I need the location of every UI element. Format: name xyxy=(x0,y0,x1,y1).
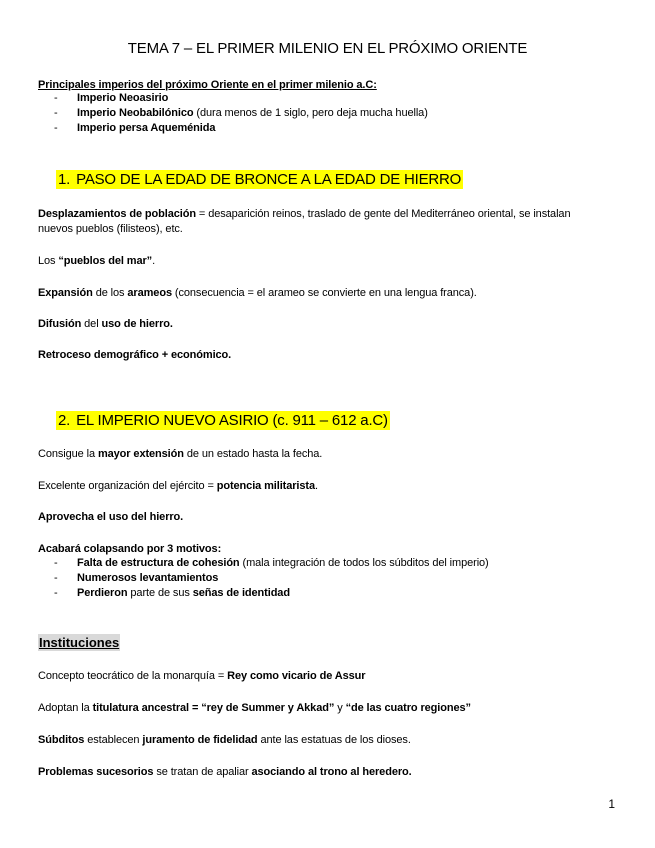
reasons-list xyxy=(54,556,489,601)
paragraph: Desplazamientos de población = desaparición reinos, traslado de gente del Mediterráneo oriental, se instalan xyxy=(38,208,571,220)
list-item: - Perdieron parte de sus señas de identidad xyxy=(54,586,489,601)
paragraph: Los “pueblos del mar”. xyxy=(38,255,156,267)
intro-heading: Principales imperios del próximo Oriente en el primer milenio a.C: xyxy=(38,79,377,91)
empires-list xyxy=(54,91,428,136)
paragraph: Acabará colapsando por 3 motivos: xyxy=(38,543,222,555)
list-item: - Falta de estructura de cohesión (mala integración de todos los súbditos del imperio) xyxy=(54,556,489,571)
list-item: - Imperio Neobabilónico (dura menos de 1 siglo, pero deja mucha huella) xyxy=(54,106,428,121)
page-title: TEMA 7 – EL PRIMER MILENIO EN EL PRÓXIMO ORIENTE xyxy=(127,40,528,57)
list-item: - Numerosos levantamientos xyxy=(54,571,489,586)
paragraph: Problemas sucesorios se tratan de apaliar asociando al trono al heredero. xyxy=(38,766,412,778)
paragraph: Aprovecha el uso del hierro. xyxy=(38,511,184,523)
paragraph: Expansión de los arameos (consecuencia = el arameo se convierte en una lengua franca). xyxy=(38,287,477,299)
paragraph: nuevos pueblos (filisteos), etc. xyxy=(38,223,183,235)
paragraph: Concepto teocrático de la monarquía = Rey como vicario de Assur xyxy=(38,670,366,682)
paragraph: Adoptan la titulatura ancestral = “rey de Summer y Akkad” y “de las cuatro regiones” xyxy=(38,702,471,714)
paragraph: Difusión del uso de hierro. xyxy=(38,318,173,330)
institutions-heading: Instituciones xyxy=(39,635,120,650)
paragraph: Excelente organización del ejército = potencia militarista. xyxy=(38,480,318,492)
paragraph: Consigue la mayor extensión de un estado hasta la fecha. xyxy=(38,448,323,460)
paragraph: Retroceso demográfico + económico. xyxy=(38,349,232,361)
section-heading-1: 1. PASO DE LA EDAD DE BRONCE A LA EDAD DE HIERRO xyxy=(58,171,462,188)
list-item: - Imperio Neoasirio xyxy=(54,91,428,106)
paragraph: Súbditos establecen juramento de fidelidad ante las estatuas de los dioses. xyxy=(38,734,411,746)
page-number: 1 xyxy=(608,797,615,811)
list-item: - Imperio persa Aqueménida xyxy=(54,121,428,136)
section-heading-2: 2. EL IMPERIO NUEVO ASIRIO (c. 911 – 612 a.C) xyxy=(58,412,388,429)
